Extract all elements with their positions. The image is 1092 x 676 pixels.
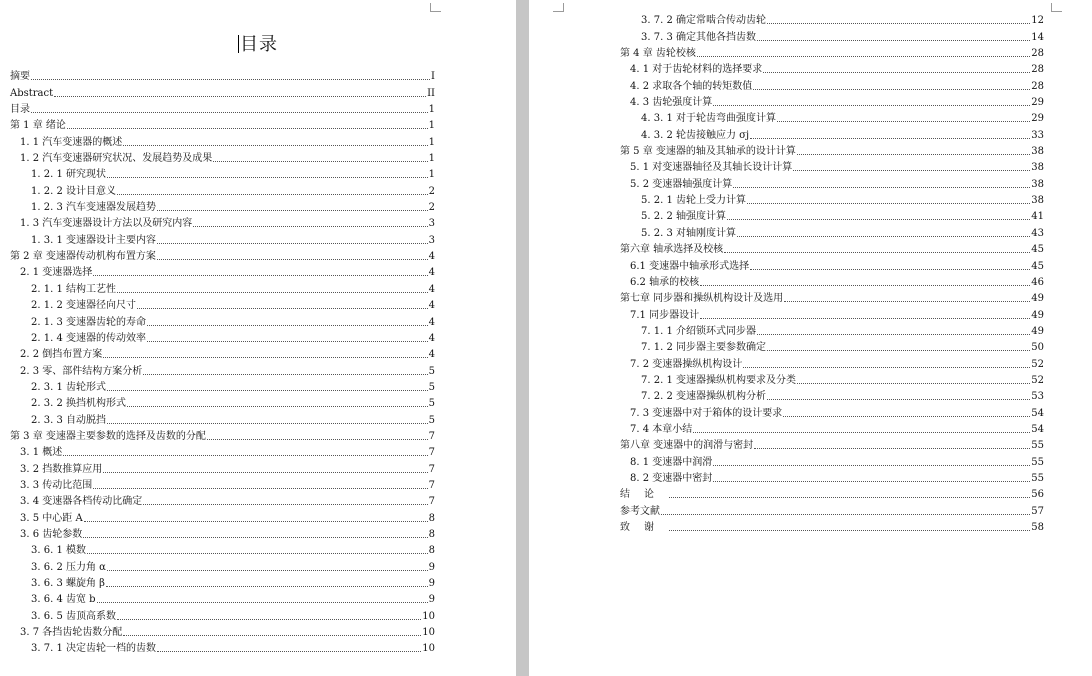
toc-entry-page: 4	[428, 349, 435, 361]
toc-entry-text: 4. 3. 2 轮齿接触应力 σj	[641, 129, 750, 141]
toc-dot-leader	[747, 203, 1030, 204]
toc-entry-text: 目录	[10, 104, 30, 116]
toc-entry[interactable]	[10, 410, 435, 426]
toc-entry-text: 致谢	[620, 522, 668, 533]
toc-dot-leader	[797, 383, 1030, 384]
toc-dot-leader	[31, 79, 430, 80]
toc-entry[interactable]	[10, 67, 435, 83]
toc-entry-text: 2. 3. 3 自动脱挡	[31, 414, 106, 426]
toc-entry-page: 52	[1031, 358, 1044, 370]
toc-entry-text: 1. 2. 3 汽车变速器发展趋势	[31, 202, 156, 214]
toc-dot-leader	[137, 308, 428, 309]
toc-dot-leader	[713, 465, 1030, 466]
toc-dot-leader	[67, 128, 428, 129]
toc-entry-page: 8	[428, 528, 435, 540]
toc-entry-page: 4	[428, 332, 435, 344]
toc-entry-text: 7. 2 变速器操纵机构设计	[630, 358, 743, 370]
toc-entry-page: 2	[428, 202, 435, 214]
toc-entry[interactable]	[620, 60, 1044, 76]
toc-entry-page: 29	[1031, 113, 1044, 125]
toc-entry-text: 3. 6. 4 齿宽 b	[31, 594, 96, 606]
toc-entry-page: 38	[1031, 162, 1044, 174]
toc-entry-page: 7	[428, 430, 435, 442]
toc-entry-page: 4	[428, 267, 435, 279]
toc-entry-text: 4. 3 齿轮强度计算	[630, 97, 713, 109]
toc-dot-leader	[700, 318, 1030, 319]
toc-entry-text: 5. 1 对变速器轴径及其轴长设计计算	[630, 162, 793, 174]
toc-dot-leader	[83, 537, 427, 538]
toc-entry-page: 33	[1031, 129, 1044, 141]
toc-entry[interactable]	[10, 100, 435, 116]
toc-dot-leader	[669, 497, 1030, 498]
toc-entry[interactable]	[620, 289, 1044, 305]
toc-entry[interactable]	[10, 329, 435, 345]
toc-title-text: 目录	[240, 34, 278, 55]
toc-entry-text: 第六章 轴承选择及校核	[620, 244, 724, 256]
toc-entry-page: 28	[1031, 80, 1044, 92]
toc-entry[interactable]	[10, 312, 435, 328]
toc-dot-leader	[753, 89, 1030, 90]
toc-entry-text: 3. 2 挡数推算应用	[20, 463, 103, 475]
toc-entry-page: 49	[1031, 293, 1044, 305]
toc-entry-page: I	[431, 71, 435, 83]
toc-dot-leader	[106, 586, 428, 587]
toc-entry-page: 49	[1031, 309, 1044, 321]
toc-entry-page: 55	[1031, 472, 1044, 484]
toc-entry-page: 28	[1031, 48, 1044, 60]
toc-entry[interactable]	[10, 198, 435, 214]
toc-entry-text: 6.2 轴承的校核	[630, 276, 700, 288]
toc-entry-page: 10	[422, 627, 435, 639]
toc-dot-leader	[117, 194, 428, 195]
toc-dot-leader	[784, 301, 1030, 302]
toc-dot-leader	[750, 269, 1030, 270]
toc-entry-page: 52	[1031, 374, 1044, 386]
toc-entry[interactable]	[10, 247, 435, 263]
toc-entry[interactable]	[10, 623, 435, 639]
toc-entry[interactable]	[10, 296, 435, 312]
toc-entry-text: 3. 7. 2 确定常啮合传动齿轮	[641, 15, 766, 27]
toc-dot-leader	[767, 350, 1030, 351]
toc-entry[interactable]	[620, 76, 1044, 92]
toc-entry[interactable]	[10, 345, 435, 361]
toc-entry-text: 3. 7. 1 决定齿轮一档的齿数	[31, 643, 156, 655]
toc-entry-page: 41	[1031, 211, 1044, 223]
toc-entry[interactable]	[10, 149, 435, 165]
toc-entry[interactable]	[620, 11, 1044, 27]
toc-entry[interactable]	[10, 508, 435, 524]
toc-entry-text: 1. 2. 2 设计目意义	[31, 185, 116, 197]
toc-dot-leader	[97, 602, 428, 603]
toc-dot-leader	[123, 635, 421, 636]
toc-entry-text: 2. 3 零、部件结构方案分析	[20, 365, 143, 377]
toc-entry[interactable]	[620, 305, 1044, 321]
toc-entry[interactable]	[620, 403, 1044, 419]
toc-entry-page: 8	[428, 512, 435, 524]
toc-dot-leader	[157, 259, 428, 260]
toc-entry-page: 1	[428, 136, 435, 148]
toc-dot-leader	[754, 448, 1030, 449]
toc-dot-leader	[750, 138, 1030, 139]
toc-entry-text: 第 5 章 变速器的轴及其轴承的设计计算	[620, 146, 796, 158]
toc-dot-leader	[93, 275, 427, 276]
page-corner-mark	[430, 3, 441, 12]
toc-entry-page: 53	[1031, 391, 1044, 403]
toc-entry-page: 5	[428, 381, 435, 393]
toc-entry-text: 7.1 同步器设计	[630, 309, 700, 321]
toc-dot-leader	[213, 161, 427, 162]
toc-entry-page: 4	[428, 251, 435, 263]
toc-entry-text: 3. 6. 3 螺旋角 β	[31, 578, 105, 589]
toc-entry[interactable]	[620, 485, 1044, 501]
toc-list-right	[620, 11, 1044, 534]
toc-entry-text: 5. 2. 2 轴强度计算	[641, 211, 726, 223]
toc-entry-text: 3. 4 变速器各档传动比确定	[20, 496, 143, 508]
toc-entry[interactable]	[10, 394, 435, 410]
toc-entry-page: 5	[428, 365, 435, 377]
toc-dot-leader	[757, 40, 1030, 41]
toc-entry-page: 9	[428, 561, 435, 573]
toc-dot-leader	[117, 292, 428, 293]
toc-dot-leader	[117, 619, 421, 620]
toc-dot-leader	[793, 170, 1030, 171]
toc-entry-text: 第 2 章 变速器传动机构布置方案	[10, 251, 156, 263]
toc-entry[interactable]	[10, 492, 435, 508]
toc-entry-text: 3. 5 中心距 A	[20, 512, 83, 524]
toc-entry[interactable]	[620, 354, 1044, 370]
toc-dot-leader	[737, 236, 1030, 237]
toc-entry[interactable]	[620, 191, 1044, 207]
toc-dot-leader	[31, 112, 428, 113]
toc-entry-text: 8. 2 变速器中密封	[630, 472, 713, 484]
toc-entry-text: 4. 1 对于齿轮材料的选择要求	[630, 64, 763, 76]
toc-entry[interactable]	[10, 476, 435, 492]
toc-dot-leader	[63, 455, 427, 456]
toc-dot-leader	[783, 416, 1030, 417]
toc-entry-page: 12	[1031, 15, 1044, 27]
toc-dot-leader	[157, 243, 428, 244]
toc-dot-leader	[700, 285, 1030, 286]
toc-entry-text: 7. 1. 1 介绍锁环式同步器	[641, 325, 756, 337]
toc-entry-text: 第 1 章 绪论	[10, 120, 66, 132]
toc-entry-page: 55	[1031, 440, 1044, 452]
toc-dot-leader	[147, 325, 428, 326]
toc-entry[interactable]	[10, 525, 435, 541]
document-page-left	[0, 0, 516, 676]
toc-dot-leader	[54, 96, 426, 97]
toc-entry[interactable]	[10, 214, 435, 230]
toc-dot-leader	[157, 210, 428, 211]
toc-entry-page: 5	[428, 414, 435, 426]
toc-entry-text: 5. 2. 3 对轴刚度计算	[641, 227, 736, 239]
toc-dot-leader	[93, 488, 427, 489]
toc-entry-page: 45	[1031, 260, 1044, 272]
toc-entry-text: 2. 1. 3 变速器齿轮的寿命	[31, 316, 146, 328]
toc-dot-leader	[733, 187, 1030, 188]
toc-entry-page: 56	[1031, 489, 1044, 501]
toc-entry[interactable]	[620, 322, 1044, 338]
toc-entry-page: 46	[1031, 276, 1044, 288]
toc-dot-leader	[157, 651, 421, 652]
toc-entry[interactable]	[10, 165, 435, 181]
toc-entry-page: 28	[1031, 64, 1044, 76]
toc-entry-page: 7	[428, 479, 435, 491]
toc-entry-text: 7. 2. 2 变速器操纵机构分析	[641, 391, 766, 403]
toc-entry-text: 摘要	[10, 71, 30, 83]
toc-entry[interactable]	[10, 279, 435, 295]
toc-entry-text: 3. 6 齿轮参数	[20, 528, 83, 540]
toc-dot-leader	[743, 367, 1030, 368]
toc-dot-leader	[207, 439, 428, 440]
toc-title	[0, 30, 516, 56]
toc-entry[interactable]	[10, 639, 435, 655]
toc-entry[interactable]	[10, 263, 435, 279]
toc-entry[interactable]	[620, 240, 1044, 256]
toc-entry-page: 4	[428, 316, 435, 328]
toc-entry[interactable]	[10, 132, 435, 148]
toc-entry[interactable]	[620, 501, 1044, 517]
toc-entry[interactable]	[10, 443, 435, 459]
toc-entry-page: 57	[1031, 505, 1044, 517]
toc-entry[interactable]	[620, 273, 1044, 289]
toc-entry-text: 7. 3 变速器中对于箱体的设计要求	[630, 407, 783, 419]
toc-dot-leader	[763, 72, 1030, 73]
toc-entry-text: 3. 3 传动比范围	[20, 479, 93, 491]
document-page-right	[529, 0, 1092, 676]
toc-entry[interactable]	[620, 256, 1044, 272]
toc-entry-text: 结论	[620, 489, 668, 501]
toc-entry-page: 58	[1031, 522, 1044, 533]
toc-entry-page: 50	[1031, 342, 1044, 354]
toc-entry-page: 9	[428, 594, 435, 606]
toc-entry[interactable]	[620, 125, 1044, 141]
toc-entry-text: 7. 4 本章小结	[630, 423, 693, 435]
toc-entry-page: 45	[1031, 244, 1044, 256]
toc-entry[interactable]	[620, 207, 1044, 223]
toc-entry-text: 7. 2. 1 变速器操纵机构要求及分类	[641, 374, 796, 386]
toc-entry-page: 3	[428, 218, 435, 230]
toc-dot-leader	[727, 219, 1030, 220]
text-cursor	[238, 35, 239, 53]
toc-entry-page: 1	[428, 104, 435, 116]
toc-entry[interactable]	[10, 574, 435, 590]
toc-entry-text: Abstract	[10, 87, 54, 99]
toc-entry-text: 2. 2 倒挡布置方案	[20, 349, 103, 361]
toc-entry-page: 4	[428, 300, 435, 312]
toc-list-left	[10, 67, 435, 655]
toc-entry-page: II	[427, 87, 435, 99]
toc-entry-page: 54	[1031, 407, 1044, 419]
toc-dot-leader	[693, 432, 1030, 433]
toc-entry[interactable]	[10, 230, 435, 246]
toc-entry[interactable]	[620, 44, 1044, 60]
toc-dot-leader	[697, 56, 1030, 57]
toc-entry[interactable]	[10, 557, 435, 573]
toc-entry-text: 第七章 同步器和操纵机构设计及选用	[620, 293, 784, 305]
toc-entry-page: 2	[428, 185, 435, 197]
toc-dot-leader	[107, 423, 428, 424]
toc-dot-leader	[107, 570, 428, 571]
toc-entry-text: 1. 2 汽车变速器研究状况、发展趋势及成果	[20, 153, 213, 165]
toc-entry[interactable]	[10, 541, 435, 557]
toc-dot-leader	[103, 472, 427, 473]
toc-entry-text: 1. 2. 1 研究现状	[31, 169, 106, 181]
toc-entry[interactable]	[620, 142, 1044, 158]
toc-entry-page: 7	[428, 496, 435, 508]
toc-entry-text: 4. 3. 1 对于轮齿弯曲强度计算	[641, 113, 776, 125]
page-corner-mark	[1051, 3, 1062, 12]
toc-entry-page: 14	[1031, 31, 1044, 43]
toc-entry-page: 10	[422, 643, 435, 655]
toc-dot-leader	[107, 390, 428, 391]
toc-entry[interactable]	[10, 378, 435, 394]
toc-entry-text: 3. 1 概述	[20, 447, 63, 459]
toc-entry-text: 6.1 变速器中轴承形式选择	[630, 260, 750, 272]
toc-entry-text: 参考文献	[620, 505, 660, 517]
toc-entry[interactable]	[620, 338, 1044, 354]
toc-entry[interactable]	[620, 27, 1044, 43]
toc-dot-leader	[107, 177, 428, 178]
toc-entry-text: 第 4 章 齿轮校核	[620, 48, 696, 60]
toc-entry-text: 7. 1. 2 同步器主要参数确定	[641, 342, 766, 354]
toc-dot-leader	[669, 530, 1030, 531]
toc-entry-page: 1	[428, 169, 435, 181]
toc-entry[interactable]	[620, 420, 1044, 436]
toc-dot-leader	[123, 145, 427, 146]
toc-dot-leader	[724, 252, 1030, 253]
toc-entry-page: 54	[1031, 423, 1044, 435]
toc-dot-leader	[777, 121, 1030, 122]
toc-entry-page: 8	[428, 545, 435, 557]
toc-dot-leader	[143, 504, 427, 505]
toc-entry-text: 8. 1 变速器中润滑	[630, 456, 713, 468]
toc-dot-leader	[661, 514, 1030, 515]
toc-entry-text: 3. 7. 3 确定其他各挡齿数	[641, 31, 756, 43]
toc-entry-text: 第八章 变速器中的润滑与密封	[620, 440, 754, 452]
toc-entry-page: 10	[422, 610, 435, 622]
toc-entry-page: 7	[428, 447, 435, 459]
toc-dot-leader	[193, 226, 427, 227]
toc-entry[interactable]	[620, 223, 1044, 239]
toc-entry-text: 2. 1. 2 变速器径向尺寸	[31, 300, 136, 312]
toc-dot-leader	[103, 357, 427, 358]
toc-entry-page: 5	[428, 398, 435, 410]
toc-dot-leader	[767, 23, 1030, 24]
toc-dot-leader	[797, 154, 1030, 155]
toc-entry[interactable]	[10, 181, 435, 197]
toc-dot-leader	[87, 553, 428, 554]
toc-entry-text: 2. 1 变速器选择	[20, 267, 93, 279]
toc-entry-page: 9	[428, 578, 435, 589]
toc-entry[interactable]	[620, 93, 1044, 109]
toc-entry-text: 2. 3. 1 齿轮形式	[31, 381, 106, 393]
toc-entry-page: 38	[1031, 195, 1044, 207]
toc-entry[interactable]	[620, 158, 1044, 174]
toc-dot-leader	[84, 521, 428, 522]
toc-entry-page: 1	[428, 120, 435, 132]
toc-entry[interactable]	[620, 452, 1044, 468]
toc-entry-text: 3. 6. 2 压力角 α	[31, 561, 106, 573]
toc-entry-text: 1. 3 汽车变速器设计方法以及研究内容	[20, 218, 193, 230]
toc-entry[interactable]	[620, 518, 1044, 534]
toc-entry-text: 3. 6. 5 齿顶高系数	[31, 610, 116, 622]
toc-dot-leader	[757, 334, 1030, 335]
toc-entry-text: 2. 3. 2 换挡机构形式	[31, 398, 126, 410]
toc-entry[interactable]	[620, 174, 1044, 190]
toc-entry[interactable]	[10, 606, 435, 622]
toc-entry-page: 49	[1031, 325, 1044, 337]
toc-entry[interactable]	[10, 361, 435, 377]
toc-entry-text: 1. 3. 1 变速器设计主要内容	[31, 234, 156, 246]
page-gutter	[516, 0, 529, 676]
toc-entry-text: 3. 6. 1 模数	[31, 545, 86, 557]
toc-entry[interactable]	[10, 83, 435, 99]
toc-entry-page: 3	[428, 234, 435, 246]
toc-entry-page: 1	[428, 153, 435, 165]
toc-entry-page: 38	[1031, 146, 1044, 158]
toc-dot-leader	[767, 399, 1030, 400]
toc-entry[interactable]	[10, 427, 435, 443]
toc-entry-page: 29	[1031, 97, 1044, 109]
toc-entry-page: 38	[1031, 178, 1044, 190]
toc-entry[interactable]	[10, 590, 435, 606]
toc-entry-text: 5. 2. 1 齿轮上受力计算	[641, 195, 746, 207]
toc-entry-text: 1. 1 汽车变速器的概述	[20, 136, 123, 148]
toc-entry-page: 4	[428, 283, 435, 295]
toc-dot-leader	[147, 341, 428, 342]
toc-entry[interactable]	[620, 371, 1044, 387]
page-corner-mark	[553, 3, 564, 12]
toc-entry-page: 43	[1031, 227, 1044, 239]
toc-entry-page: 55	[1031, 456, 1044, 468]
toc-entry[interactable]	[620, 109, 1044, 125]
toc-entry[interactable]	[10, 116, 435, 132]
toc-entry-text: 5. 2 变速器轴强度计算	[630, 178, 733, 190]
toc-entry[interactable]	[620, 436, 1044, 452]
toc-entry-text: 2. 1. 1 结构工艺性	[31, 283, 116, 295]
toc-entry-text: 第 3 章 变速器主要参数的选择及齿数的分配	[10, 430, 206, 442]
toc-entry[interactable]	[620, 387, 1044, 403]
toc-entry-text: 4. 2 求取各个轴的转矩数值	[630, 80, 753, 92]
toc-dot-leader	[713, 105, 1030, 106]
toc-entry-text: 2. 1. 4 变速器的传动效率	[31, 332, 146, 344]
toc-entry-text: 3. 7 各挡齿轮齿数分配	[20, 627, 123, 639]
toc-dot-leader	[713, 481, 1030, 482]
toc-entry[interactable]	[620, 469, 1044, 485]
toc-dot-leader	[143, 374, 427, 375]
toc-entry-page: 7	[428, 463, 435, 475]
toc-dot-leader	[127, 406, 428, 407]
toc-entry[interactable]	[10, 459, 435, 475]
